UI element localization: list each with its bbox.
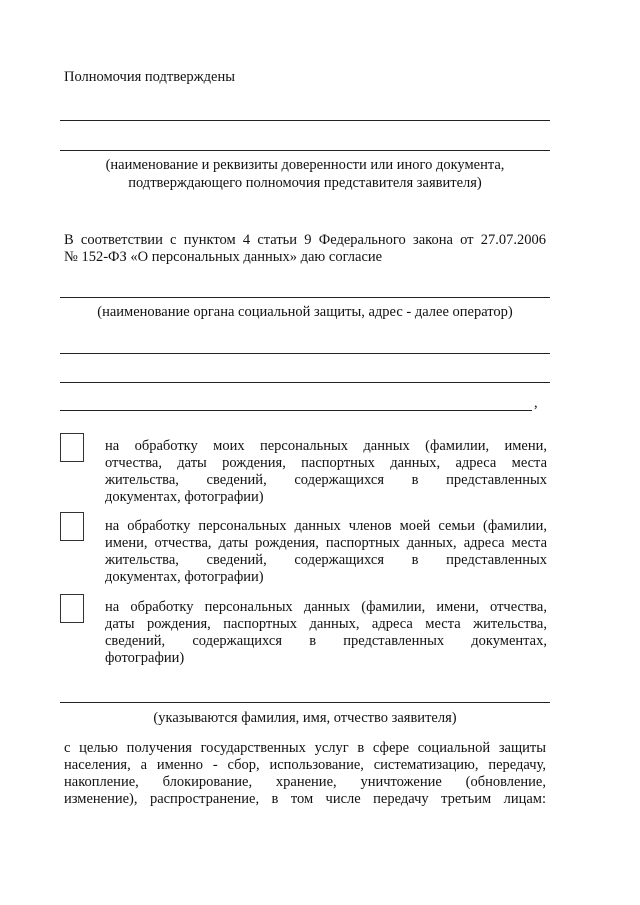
consent-intro xyxy=(64,232,546,266)
operator-line-comma: , xyxy=(534,395,538,411)
purpose-line-4: изменение), распространение, в том числе передачу третьим лицам: xyxy=(64,791,546,807)
authority-document-line-2[interactable] xyxy=(60,150,550,151)
family-data-checkbox[interactable] xyxy=(60,512,84,541)
option-1-line-1: на обработку моих персональных данных (фамилии, имени, xyxy=(105,438,547,454)
option-3-line-3: сведений, содержащихся в представленных документах, xyxy=(105,633,547,649)
authority-document-line-1[interactable] xyxy=(60,120,550,121)
option-2-line-2: имени, отчества, даты рождения, паспортных данных, адреса места xyxy=(105,535,547,551)
purpose-paragraph xyxy=(64,740,546,808)
option-1-line-4: документах, фотографии) xyxy=(105,489,264,505)
authority-caption-line-1: (наименование и реквизиты доверенности или иного документа, xyxy=(105,157,505,173)
operator-line-1[interactable] xyxy=(60,297,550,298)
own-data-option-text xyxy=(105,438,547,506)
family-data-option-text xyxy=(105,518,547,586)
consent-intro-line-2: № 152-ФЗ «О персональных данных» даю согласие xyxy=(64,249,383,265)
represented-person-data-checkbox[interactable] xyxy=(60,594,84,623)
authority-confirmed-label: Полномочия подтверждены xyxy=(64,69,235,85)
applicant-caption: (указываются фамилия, имя, отчество заявителя) xyxy=(153,710,457,726)
option-3-line-4: фотографии) xyxy=(105,650,185,666)
option-1-line-3: жительства, сведений, содержащихся в представленных xyxy=(105,472,547,488)
operator-line-4[interactable] xyxy=(60,410,532,411)
option-1-line-2: отчества, даты рождения, паспортных данных, адреса места xyxy=(105,455,547,471)
purpose-line-2: населения, а именно - сбор, использование, систематизацию, передачу, xyxy=(64,757,546,773)
operator-line-2[interactable] xyxy=(60,353,550,354)
option-2-line-4: документах, фотографии) xyxy=(105,569,264,585)
option-2-line-1: на обработку персональных данных членов моей семьи (фамилии, xyxy=(105,518,547,534)
represented-person-option-text xyxy=(105,599,547,667)
applicant-name-line[interactable] xyxy=(60,702,550,703)
purpose-line-3: накопление, блокирование, хранение, уничтожение (обновление, xyxy=(64,774,546,790)
option-2-line-3: жительства, сведений, содержащихся в представленных xyxy=(105,552,547,568)
purpose-line-1: с целью получения государственных услуг в сфере социальной защиты xyxy=(64,740,546,756)
option-3-line-2: даты рождения, паспортных данных, адреса места жительства, xyxy=(105,616,547,632)
operator-line-3[interactable] xyxy=(60,382,550,383)
authority-caption-line-2: подтверждающего полномочия представителя заявителя) xyxy=(128,175,482,191)
option-3-line-1: на обработку персональных данных (фамилии, имени, отчества, xyxy=(105,599,547,615)
own-data-checkbox[interactable] xyxy=(60,433,84,462)
consent-intro-line-1: В соответствии с пунктом 4 статьи 9 Федерального закона от 27.07.2006 xyxy=(64,232,546,248)
operator-caption: (наименование органа социальной защиты, адрес - далее оператор) xyxy=(97,304,513,320)
